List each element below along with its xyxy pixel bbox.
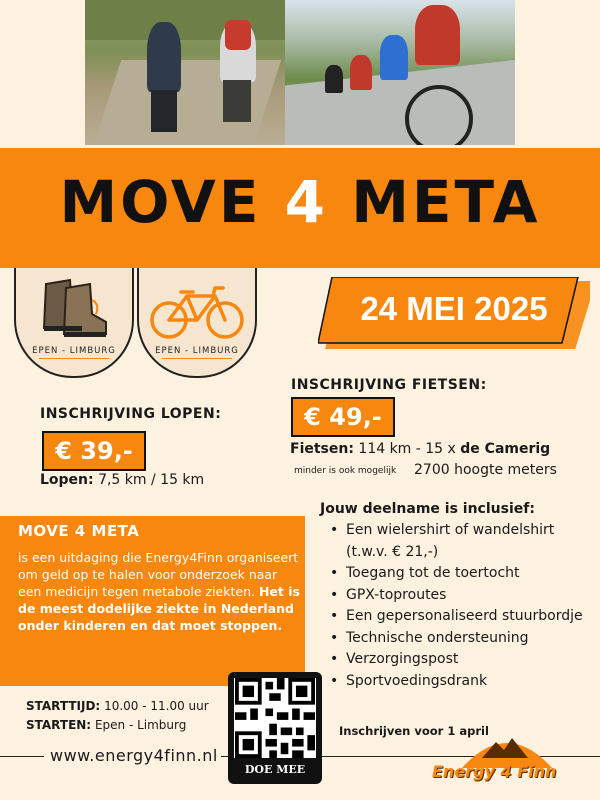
lopen-details: Lopen: 7,5 km / 15 km [40,472,205,488]
title-four: 4 [284,168,329,236]
arch-location-label: EPEN - LIMBURG [139,346,255,359]
inclusief-list [330,520,600,692]
cycling-arch [137,268,257,378]
inclusief-title: Jouw deelname is inclusief: [320,501,535,517]
fietsen-heading: INSCHRIJVING FIETSEN: [291,377,487,393]
fietsen-details: Fietsen: 114 km - 15 x de Camerig [290,441,551,457]
walking-arch [14,268,134,378]
list-item: • Verzorgingspost [330,649,600,671]
start-time: STARTTIJD: 10.00 - 11.00 uur [26,699,209,713]
list-item: • Een wielershirt of wandelshirt (t.w.v. € 21,-) [330,520,600,563]
event-title [0,168,600,236]
header-photos [0,0,600,145]
divider [0,756,44,757]
list-item: • Een gepersonaliseerd stuurbordje [330,606,600,628]
start-place: STARTEN: Epen - Limburg [26,718,187,732]
list-item: • GPX-toproutes [330,585,600,607]
about-title: MOVE 4 META [18,522,140,540]
list-item: • Sportvoedingsdrank [330,671,600,693]
about-body: is een uitdaging die Energy4Finn organiseert om geld op te halen voor onderzoek naar een medicijn tegen metabole ziekten. Het is de meest dodelijke ziekte in Nederland onder kinderen en dat moet stoppen. [18,550,300,633]
qr-icon [234,678,316,758]
list-item: • Toegang tot de toertocht [330,563,600,585]
energy4finn-logo: Energy 4 Finn [432,762,557,781]
title-move: MOVE [59,168,262,236]
fietsen-meters: 2700 hoogte meters [414,462,557,478]
lopen-price: € 39,- [42,431,146,471]
walkers-photo [85,0,285,145]
qr-code[interactable] [228,672,322,784]
cyclists-photo [285,0,515,145]
fietsen-price: € 49,- [291,397,395,437]
list-item: • Technische ondersteuning [330,628,600,650]
fietsen-note: minder is ook mogelijk [294,466,397,476]
title-meta: META [351,168,541,236]
event-date: 24 MEI 2025 [360,290,548,327]
bicycle-icon [147,284,247,340]
qr-pattern [234,678,316,758]
divider [322,756,600,757]
hiking-boots-icon [36,274,116,340]
lopen-heading: INSCHRIJVING LOPEN: [40,406,222,422]
qr-label: DOE MEE [244,763,306,776]
deadline-text: Inschrijven voor 1 april [339,724,489,738]
arch-location-label: EPEN - LIMBURG [16,346,132,359]
website-link[interactable]: www.energy4finn.nl [50,746,218,765]
